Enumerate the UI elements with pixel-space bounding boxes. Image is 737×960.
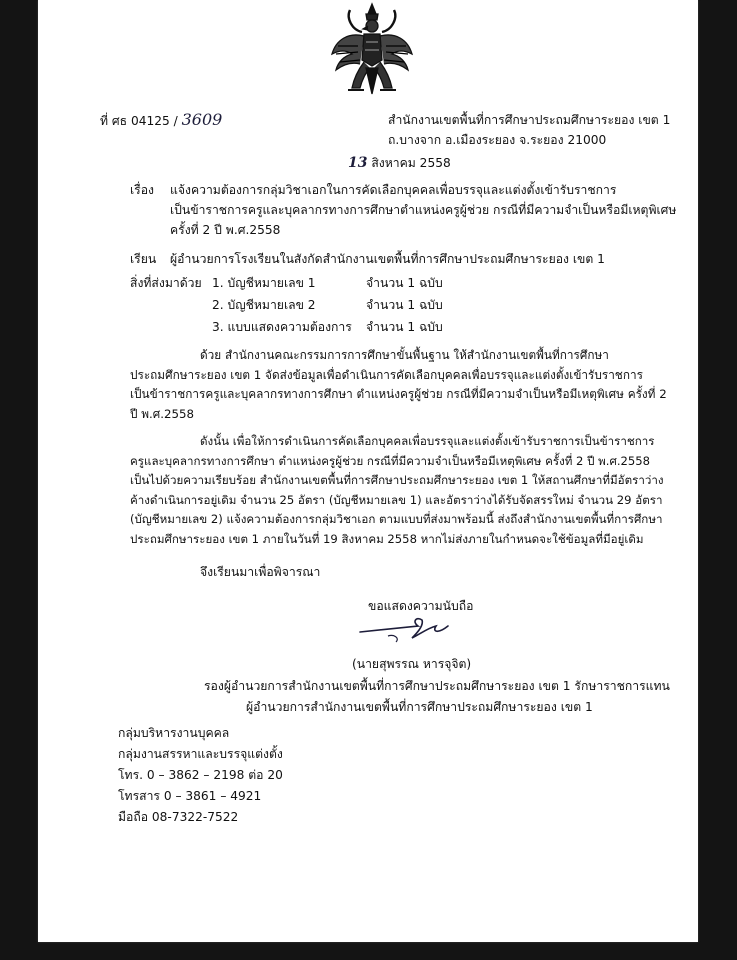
to-label: เรียน [130, 252, 157, 266]
paragraph-line: ค้างดำเนินการอยู่เดิม จำนวน 25 อัตรา (บัญชีหมายเลข 1) และอัตราว่างได้รับจัดสรรใหม่ จำนวน 29 อัตรา [130, 492, 663, 507]
signer-title-2: ผู้อำนวยการสำนักงานเขตพื้นที่การศึกษาประถมศึกษาระยอง เขต 1 [246, 700, 593, 714]
signer-name: (นายสุพรรณ หารจุจิต) [352, 657, 472, 671]
paragraph-line: ดังนั้น เพื่อให้การดำเนินการคัดเลือกบุคคลเพื่อบรรจุและแต่งตั้งเข้ารับราชการเป็นข้าราชการ [200, 434, 655, 448]
paragraph-line: เป็นไปด้วยความเรียบร้อย สำนักงานเขตพื้นที่การศึกษาประถมศึกษาระยอง เขต 1 ให้สถานศึกษาที่มีอัตราว่าง [130, 473, 664, 488]
enclosure-item: 1. บัญชีหมายเลข 1 [212, 276, 316, 290]
to-recipient: ผู้อำนวยการโรงเรียนในสังกัดสำนักงานเขตพื้นที่การศึกษาประถมศึกษาระยอง เขต 1 [170, 252, 605, 266]
enclosure-item: 2. บัญชีหมายเลข 2 [212, 298, 316, 312]
closing-salutation: ขอแสดงความนับถือ [368, 599, 474, 613]
letter-page [38, 0, 698, 942]
footer-phone: โทร. 0 – 3862 – 2198 ต่อ 20 [118, 768, 283, 782]
footer-mobile: มือถือ 08-7322-7522 [118, 810, 239, 824]
enclosure-item: 3. แบบแสดงความต้องการ [212, 320, 352, 334]
letter-date [348, 154, 451, 173]
date-month-year: สิงหาคม 2558 [371, 156, 451, 170]
reference-number: ที่ ศธ 04125 / 3609 [100, 110, 223, 129]
date-day-handwritten: 13 [348, 155, 368, 171]
enclosure-qty: จำนวน 1 ฉบับ [366, 276, 443, 290]
enclosure-qty: จำนวน 1 ฉบับ [366, 320, 443, 334]
body-paragraph-1 [130, 346, 690, 424]
issuer-line-2: ถ.บางจาก อ.เมืองระยอง จ.ระยอง 21000 [388, 133, 607, 147]
paragraph-line: เป็นข้าราชการครูและบุคลากรทางการศึกษา ตำแหน่งครูผู้ช่วย กรณีที่มีความจำเป็นหรือมีเหตุพิเศษ ครั้งที่ 2 [130, 387, 667, 402]
paragraph-line: (บัญชีหมายเลข 2) แจ้งความต้องการกลุ่มวิชาเอก ตามแบบที่ส่งมาพร้อมนี้ ส่งถึงสำนักงานเขตพื้นที่การศึกษา [130, 512, 663, 527]
body-paragraph-2 [130, 432, 690, 550]
enclosure-label: สิ่งที่ส่งมาด้วย [130, 276, 202, 290]
garuda-emblem-icon [330, 2, 414, 98]
paragraph-line: ปี พ.ศ.2558 [130, 406, 195, 421]
closing-request: จึงเรียนมาเพื่อพิจารณา [200, 565, 321, 579]
handwritten-signature [358, 612, 450, 648]
footer-section: กลุ่มงานสรรหาและบรรจุแต่งตั้ง [118, 747, 283, 761]
paragraph-line: ครูและบุคลากรทางการศึกษา ตำแหน่งครูผู้ช่วย กรณีที่มีความจำเป็นหรือมีเหตุพิเศษ ครั้งที่ 2 ปี พ.ศ.2558 [130, 453, 651, 468]
footer-department: กลุ่มบริหารงานบุคคล [118, 726, 230, 740]
subject-line-1: แจ้งความต้องการกลุ่มวิชาเอกในการคัดเลือกบุคคลเพื่อบรรจุและแต่งตั้งเข้ารับราชการ [170, 183, 617, 197]
paragraph-line: ด้วย สำนักงานคณะกรรมการการศึกษาขั้นพื้นฐาน ให้สำนักงานเขตพื้นที่การศึกษา [200, 348, 609, 362]
paragraph-line: ประถมศึกษาระยอง เขต 1 ภายในวันที่ 19 สิงหาคม 2558 หากไม่ส่งภายในกำหนดจะใช้ข้อมูลที่มีอยู่เดิม [130, 531, 644, 546]
issuer-line-1: สำนักงานเขตพื้นที่การศึกษาประถมศึกษาระยอง เขต 1 [388, 113, 671, 127]
subject-label: เรื่อง [130, 183, 154, 197]
subject-line-3: ครั้งที่ 2 ปี พ.ศ.2558 [170, 223, 281, 237]
subject-line-2: เป็นข้าราชการครูและบุคลากรทางการศึกษาตำแหน่งครูผู้ช่วย กรณีที่มีความจำเป็นหรือมีเหตุพิเศษ [170, 203, 677, 217]
reference-number-handwritten: 3609 [181, 110, 223, 129]
paragraph-line: ประถมศึกษาระยอง เขต 1 จัดส่งข้อมูลเพื่อดำเนินการคัดเลือกบุคคลเพื่อบรรจุและแต่งตั้งเข้ารับราชการ [130, 367, 643, 382]
footer-fax: โทรสาร 0 – 3861 – 4921 [118, 789, 262, 803]
enclosure-qty: จำนวน 1 ฉบับ [366, 298, 443, 312]
signer-title-1: รองผู้อำนวยการสำนักงานเขตพื้นที่การศึกษาประถมศึกษาระยอง เขต 1 รักษาราชการแทน [204, 679, 670, 693]
